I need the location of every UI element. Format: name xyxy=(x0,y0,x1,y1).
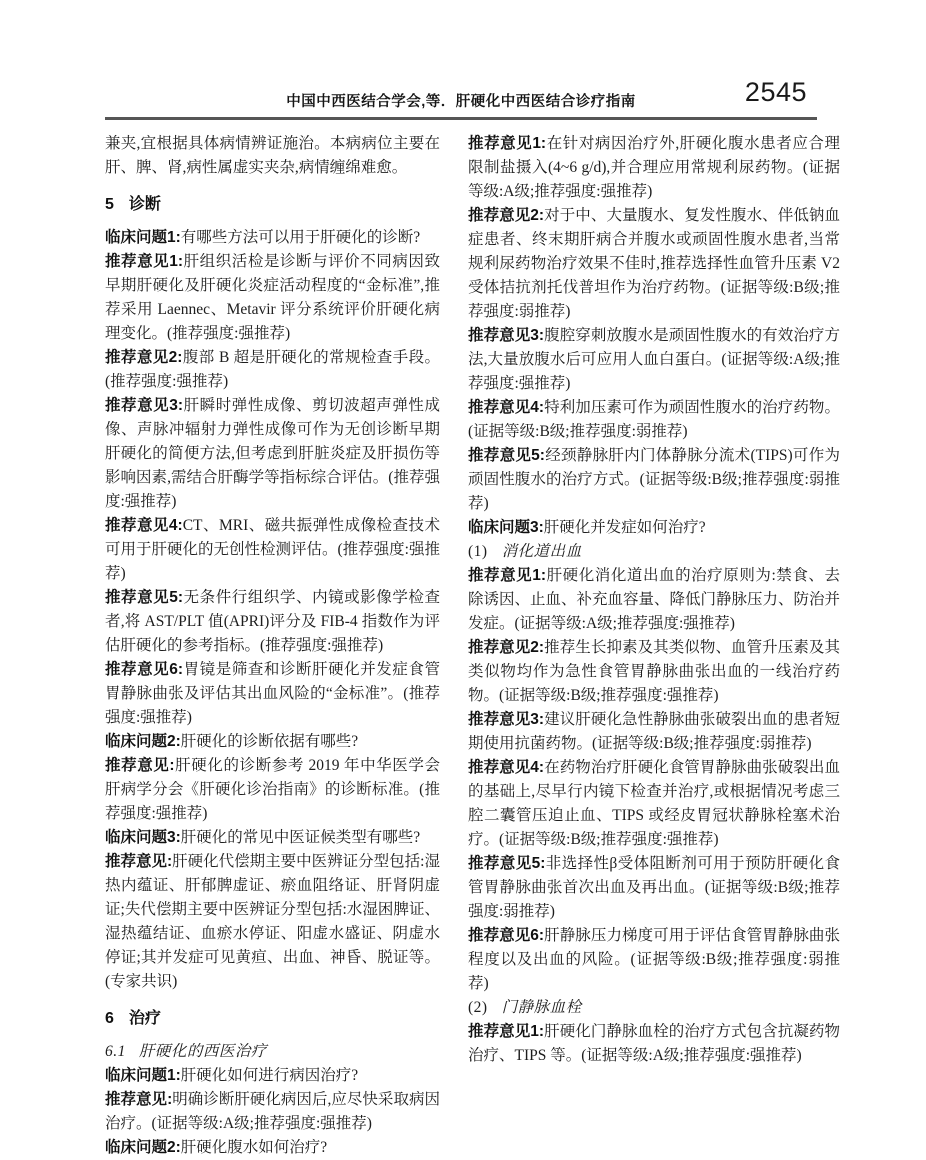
paragraph-text: 在针对病因治疗外,肝硬化腹水患者应合理限制盐摄入(4~6 g/d),并合理应用常规利尿药物。(证据等级:A级;推荐强度:强推荐) xyxy=(468,135,840,200)
paragraph-label: 推荐意见1: xyxy=(468,1023,545,1040)
heading-number: (2) xyxy=(468,999,488,1016)
numbered-item-heading xyxy=(468,540,840,564)
paragraph-text: 肝硬化如何进行病因治疗? xyxy=(180,1067,359,1084)
recommendation xyxy=(105,514,440,586)
paragraph-label: 临床问题2: xyxy=(105,1139,181,1156)
recommendation xyxy=(105,754,440,826)
header-rule xyxy=(105,117,817,120)
paragraph-text: 对于中、大量腹水、复发性腹水、伴低钠血症患者、终末期肝病合并腹水或顽固性腹水患者,当常规利尿药物治疗效果不佳时,推荐选择性血管升压素 V2 受体拮抗剂托伐普坦作为治疗药物。(证据等级:B级;推荐强度:弱推荐) xyxy=(468,207,840,320)
paragraph-label: 推荐意见4: xyxy=(468,759,545,776)
clinical-question xyxy=(105,826,440,850)
paragraph-text: 在药物治疗肝硬化食管胃静脉曲张破裂出血的基础上,尽早行内镜下检查并治疗,或根据情况考虑三腔二囊管压迫止血、TIPS 或经皮胃冠状静脉栓塞术治疗。(证据等级:B级;推荐强度:强推荐) xyxy=(468,759,840,848)
recommendation xyxy=(468,204,840,324)
paragraph-label: 推荐意见6: xyxy=(105,661,184,678)
paragraph-text: 无条件行组织学、内镜或影像学检查者,将 AST/PLT 值(APRI)评分及 FIB-4 指数作为评估肝硬化的参考指标。(推荐强度:强推荐) xyxy=(105,589,440,654)
recommendation xyxy=(468,564,840,636)
recommendation xyxy=(105,394,440,514)
paragraph-text: 非选择性β受体阻断剂可用于预防肝硬化食管胃静脉曲张首次出血及再出血。(证据等级:B级;推荐强度:弱推荐) xyxy=(468,855,840,920)
paragraph-text: 肝硬化的诊断依据有哪些? xyxy=(180,733,359,750)
paragraph-label: 推荐意见5: xyxy=(468,447,545,464)
paragraph-text: 兼夹,宜根据具体病情辨证施治。本病病位主要在肝、脾、肾,病性属虚实夹杂,病情缠绵难愈。 xyxy=(105,135,440,176)
recommendation xyxy=(468,1020,840,1068)
paragraph-text: 胃镜是筛查和诊断肝硬化并发症食管胃静脉曲张及评估其出血风险的“金标准”。(推荐强度:强推荐) xyxy=(105,661,440,726)
paragraph-text: 经颈静脉肝内门体静脉分流术(TIPS)可作为顽固性腹水的治疗方式。(证据等级:B级;推荐强度:弱推荐) xyxy=(468,447,840,512)
paragraph-text: 腹腔穿刺放腹水是顽固性腹水的有效治疗方法,大量放腹水后可应用人血白蛋白。(证据等级:A级;推荐强度:强推荐) xyxy=(468,327,840,392)
paragraph-text: 肝瞬时弹性成像、剪切波超声弹性成像、声脉冲辐射力弹性成像可作为无创诊断早期肝硬化的简便方法,但考虑到肝脏炎症及肝损伤等影响因素,需结合肝酶学等指标综合评估。(推荐强度:强推荐) xyxy=(105,397,440,510)
paragraph-text: 肝硬化门静脉血栓的治疗方式包含抗凝药物治疗、TIPS 等。(证据等级:A级;推荐强度:强推荐) xyxy=(468,1023,840,1064)
paragraph-text: 腹部 B 超是肝硬化的常规检查手段。(推荐强度:强推荐) xyxy=(105,349,440,390)
recommendation xyxy=(468,708,840,756)
paragraph-label: 临床问题2: xyxy=(105,733,181,750)
paragraph-text: 明确诊断肝硬化病因后,应尽快采取病因治疗。(证据等级:A级;推荐强度:强推荐) xyxy=(105,1091,440,1132)
paragraph-text: 肝硬化消化道出血的治疗原则为:禁食、去除诱因、止血、补充血容量、降低门静脉压力、防治并发症。(证据等级:A级;推荐强度:强推荐) xyxy=(468,567,841,632)
recommendation xyxy=(105,586,440,658)
paragraph-label: 推荐意见4: xyxy=(468,399,545,416)
paragraph-text: 推荐生长抑素及其类似物、血管升压素及其类似物均作为急性食管胃静脉曲张出血的一线治疗药物。(证据等级:B级;推荐强度:强推荐) xyxy=(468,639,840,704)
paragraph-label: 推荐意见3: xyxy=(468,327,545,344)
heading-number: 5 xyxy=(105,196,114,213)
recommendation xyxy=(468,444,840,516)
paragraph-text: 肝组织活检是诊断与评价不同病因致早期肝硬化及肝硬化炎症活动程度的“金标准”,推荐采用 Laennec、Metavir 评分系统评价肝硬化病理变化。(推荐强度:强推荐) xyxy=(105,253,440,342)
clinical-question xyxy=(105,1064,440,1088)
heading-title: 消化道出血 xyxy=(501,543,582,560)
paragraph-label: 推荐意见3: xyxy=(105,397,184,414)
recommendation xyxy=(468,852,840,924)
paragraph-text: 肝静脉压力梯度可用于评估食管胃静脉曲张程度以及出血的风险。(证据等级:B级;推荐强度:弱推荐) xyxy=(468,927,840,992)
heading-number: 6.1 xyxy=(105,1043,126,1060)
paragraph-label: 推荐意见3: xyxy=(468,711,545,728)
paragraph-label: 推荐意见4: xyxy=(105,517,183,534)
numbered-item-heading xyxy=(468,996,840,1020)
paragraph-label: 推荐意见: xyxy=(105,1091,173,1108)
recommendation xyxy=(468,924,840,996)
heading-title: 治疗 xyxy=(128,1010,161,1027)
paragraph-label: 推荐意见5: xyxy=(468,855,546,872)
left-column xyxy=(105,132,440,1160)
paragraph xyxy=(105,132,440,180)
paragraph-label: 临床问题1: xyxy=(105,229,181,246)
paragraph-label: 推荐意见1: xyxy=(468,567,547,584)
paragraph-text: 有哪些方法可以用于肝硬化的诊断? xyxy=(180,229,421,246)
recommendation xyxy=(468,132,840,204)
recommendation xyxy=(105,658,440,730)
page-number: 2545 xyxy=(744,77,807,107)
paragraph-label: 推荐意见6: xyxy=(468,927,545,944)
recommendation xyxy=(105,850,440,994)
clinical-question xyxy=(468,516,840,540)
paragraph-text: 建议肝硬化急性静脉曲张破裂出血的患者短期使用抗菌药物。(证据等级:B级;推荐强度:弱推荐) xyxy=(468,711,840,752)
heading-title: 肝硬化的西医治疗 xyxy=(138,1043,267,1060)
heading-title: 诊断 xyxy=(128,196,161,213)
paragraph-label: 临床问题3: xyxy=(468,519,544,536)
recommendation xyxy=(468,396,840,444)
paragraph-label: 推荐意见1: xyxy=(105,253,184,270)
heading-title: 门静脉血栓 xyxy=(501,999,582,1016)
running-title: 中国中西医结合学会,等．肝硬化中西医结合诊疗指南 xyxy=(286,94,636,110)
paragraph-text: CT、MRI、磁共振弹性成像检查技术可用于肝硬化的无创性检测评估。(推荐强度:强推荐) xyxy=(105,517,440,582)
page-body xyxy=(105,132,840,1160)
paragraph-label: 临床问题1: xyxy=(105,1067,181,1084)
paragraph-text: 肝硬化的诊断参考 2019 年中华医学会肝病学分会《肝硬化诊治指南》的诊断标准。(推荐强度:强推荐) xyxy=(105,757,440,822)
right-column xyxy=(468,132,840,1160)
paragraph-text: 肝硬化腹水如何治疗? xyxy=(180,1139,328,1156)
paragraph-label: 推荐意见5: xyxy=(105,589,184,606)
heading-number: (1) xyxy=(468,543,488,560)
recommendation xyxy=(105,250,440,346)
paragraph-label: 推荐意见2: xyxy=(468,639,545,656)
clinical-question xyxy=(105,226,440,250)
recommendation xyxy=(468,756,840,852)
paragraph-label: 推荐意见1: xyxy=(468,135,547,152)
paragraph-label: 推荐意见: xyxy=(105,757,175,774)
paragraph-label: 推荐意见2: xyxy=(468,207,545,224)
recommendation xyxy=(468,636,840,708)
paragraph-text: 特利加压素可作为顽固性腹水的治疗药物。(证据等级:B级;推荐强度:弱推荐) xyxy=(468,399,840,440)
paragraph-text: 肝硬化代偿期主要中医辨证分型包括:湿热内蕴证、肝郁脾虚证、瘀血阻络证、肝肾阴虚证;失代偿期主要中医辨证分型包括:水湿困脾证、湿热蕴结证、血瘀水停证、阳虚水盛证、阴虚水停证;其并发症可见黄疸、出血、神昏、脱证等。(专家共识) xyxy=(105,853,440,990)
subsection-heading xyxy=(105,1040,440,1064)
section-heading xyxy=(105,1007,440,1031)
paragraph-label: 推荐意见2: xyxy=(105,349,183,366)
paragraph-text: 肝硬化并发症如何治疗? xyxy=(543,519,706,536)
page-header xyxy=(105,0,840,120)
recommendation xyxy=(105,1088,440,1136)
recommendation xyxy=(468,324,840,396)
paragraph-label: 临床问题3: xyxy=(105,829,181,846)
section-heading xyxy=(105,193,440,217)
heading-number: 6 xyxy=(105,1010,114,1027)
paragraph-text: 肝硬化的常见中医证候类型有哪些? xyxy=(180,829,421,846)
clinical-question xyxy=(105,1136,440,1160)
recommendation xyxy=(105,346,440,394)
paragraph-label: 推荐意见: xyxy=(105,853,173,870)
clinical-question xyxy=(105,730,440,754)
